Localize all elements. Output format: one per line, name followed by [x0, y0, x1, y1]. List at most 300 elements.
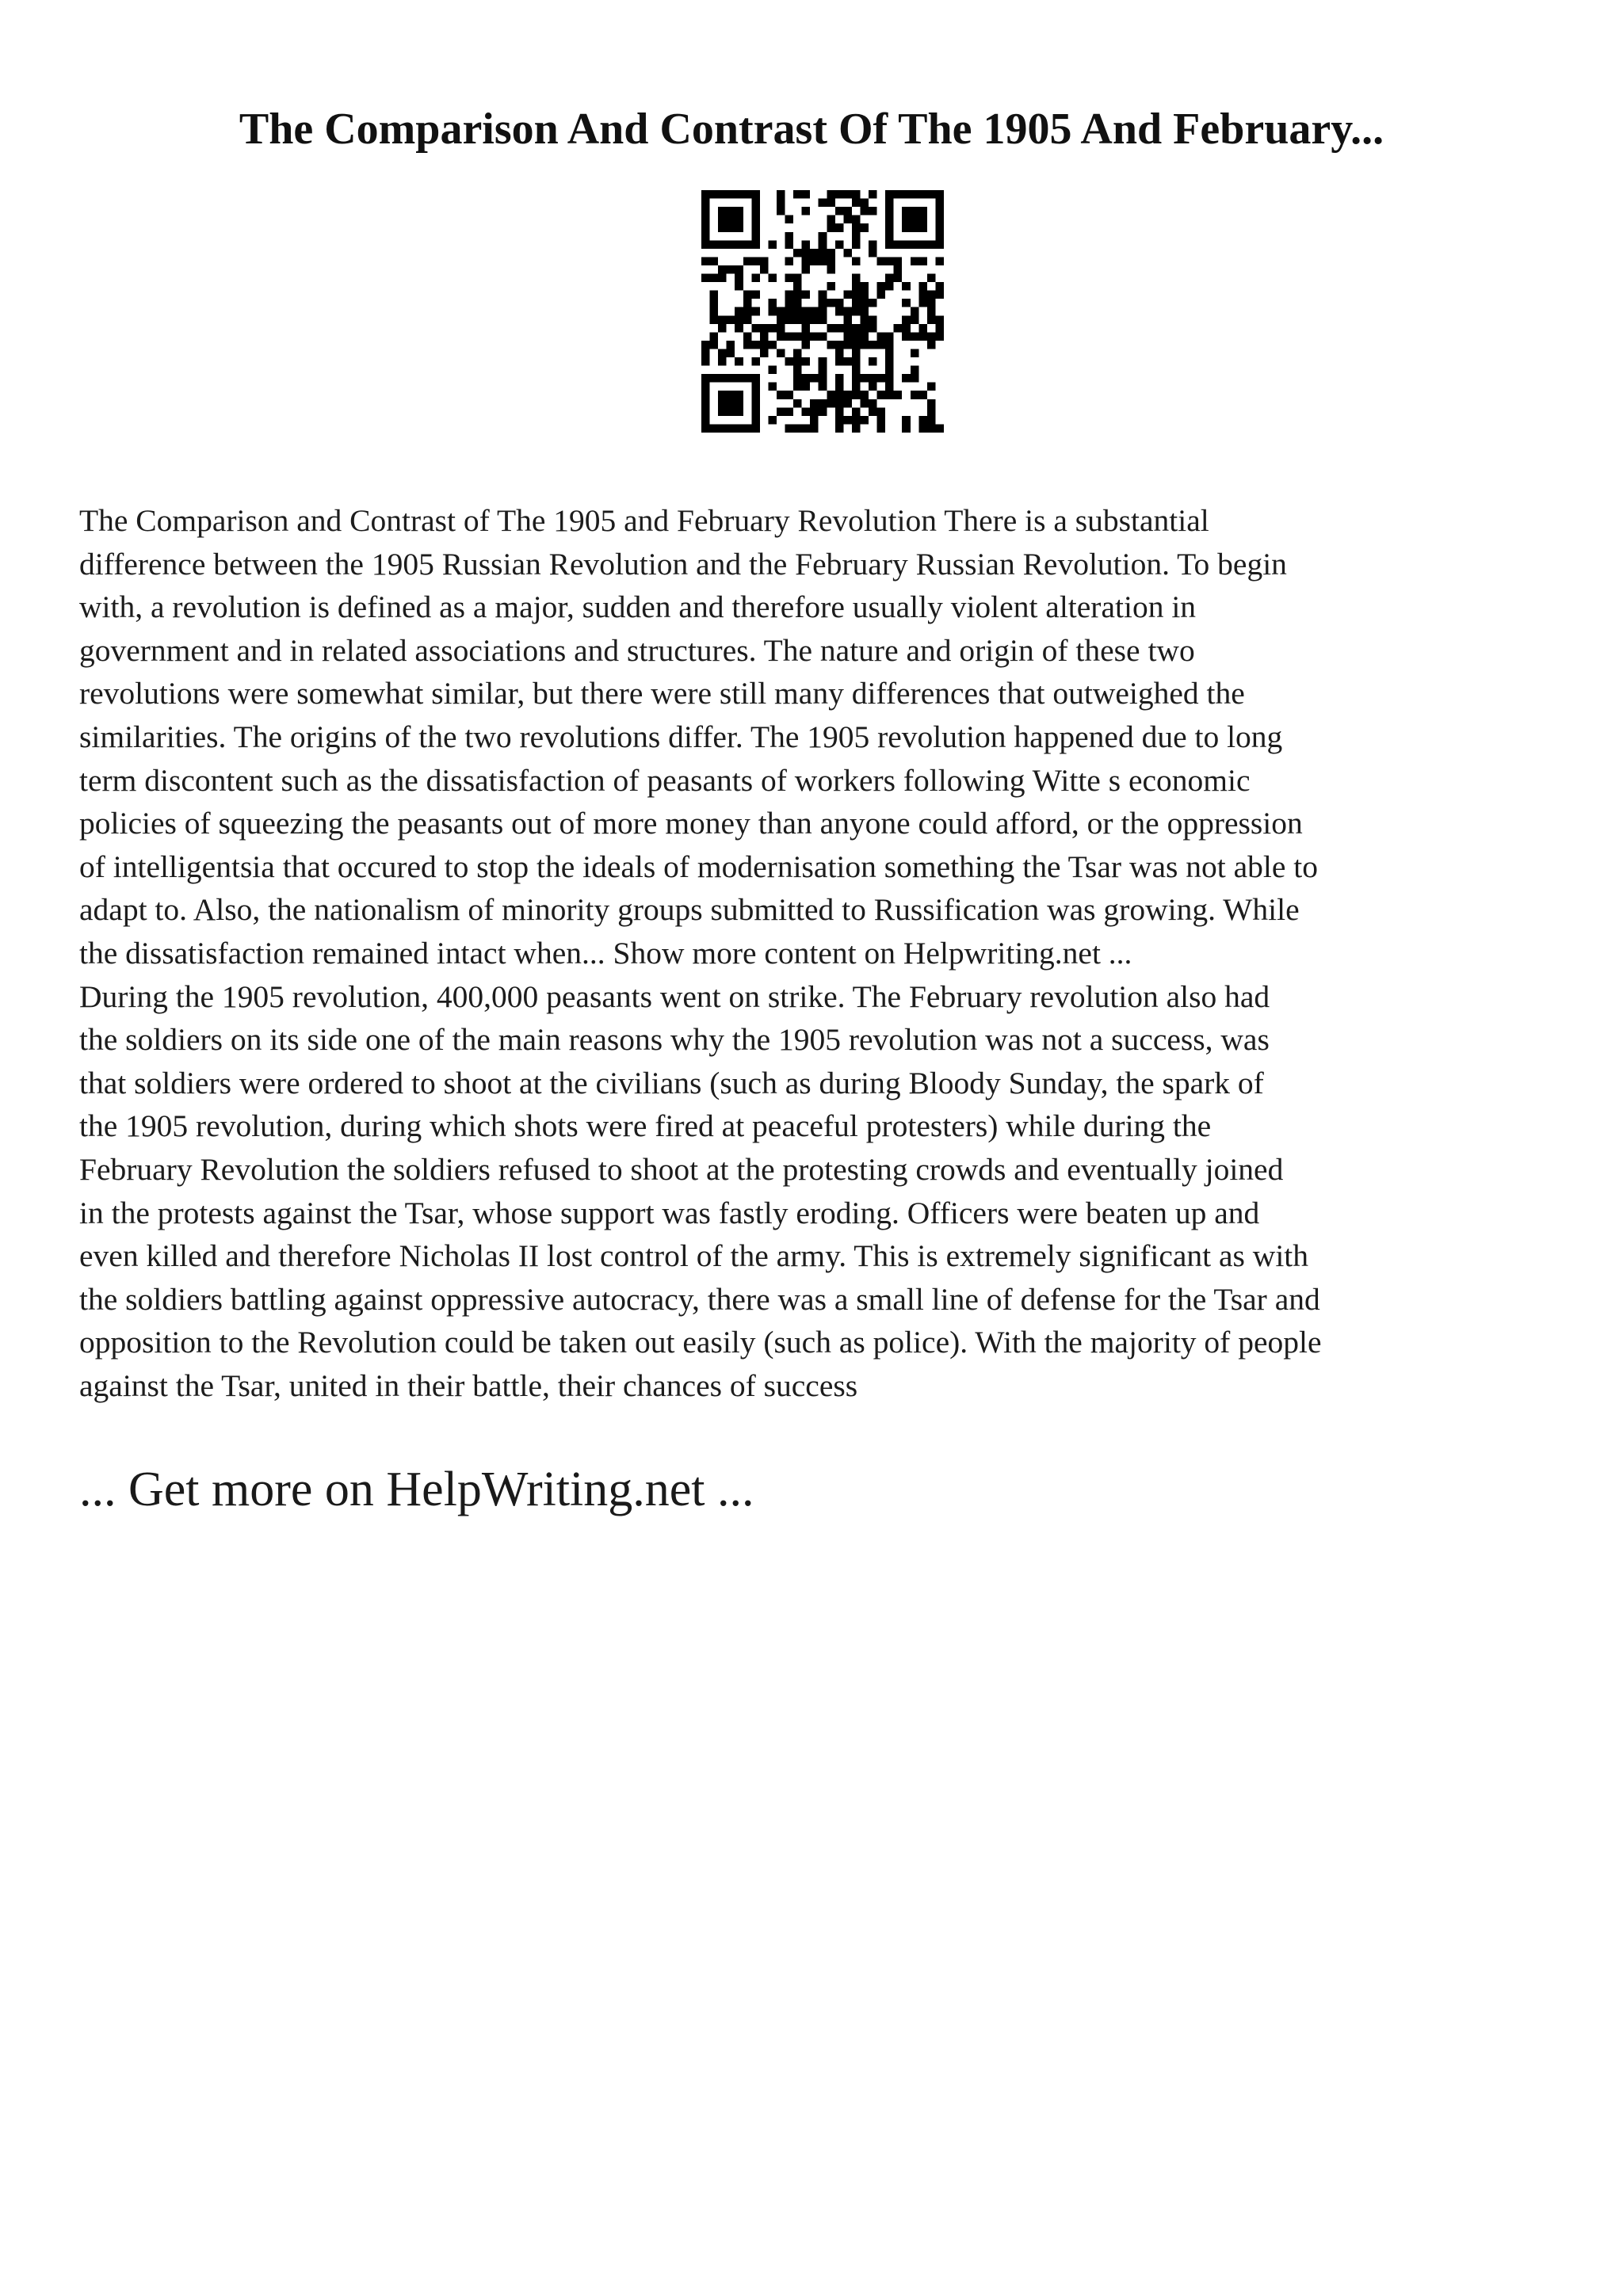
body-line: During the 1905 revolution, 400,000 peasants went on strike. The February revolution also had [79, 978, 1270, 1014]
qr-module [710, 274, 719, 283]
qr-module [869, 207, 877, 215]
qr-module [793, 291, 802, 299]
qr-module [802, 190, 811, 199]
qr-code-icon[interactable] [701, 190, 944, 433]
qr-module [701, 416, 710, 425]
qr-module [869, 383, 877, 391]
qr-module [935, 257, 944, 265]
qr-module [701, 274, 710, 283]
qr-module [852, 332, 861, 341]
qr-module [911, 240, 919, 249]
qr-module [735, 265, 743, 274]
qr-module [802, 291, 811, 299]
qr-module [743, 190, 752, 199]
qr-module [768, 341, 777, 349]
qr-module [835, 399, 844, 408]
qr-module [735, 215, 743, 224]
qr-module [935, 190, 944, 199]
qr-module [843, 324, 852, 333]
qr-module [751, 374, 760, 383]
qr-module [701, 190, 710, 199]
qr-module [885, 341, 894, 349]
qr-module [835, 374, 844, 383]
qr-module [710, 257, 719, 265]
qr-module [735, 374, 743, 383]
qr-module [751, 383, 760, 391]
qr-module [869, 299, 877, 307]
qr-module [819, 366, 827, 375]
qr-module [927, 341, 936, 349]
qr-module [710, 291, 719, 299]
qr-module [852, 307, 861, 316]
qr-module [751, 416, 760, 425]
qr-module [911, 391, 919, 399]
qr-module [819, 257, 827, 265]
qr-module [918, 332, 927, 341]
qr-module [869, 407, 877, 416]
qr-module [911, 349, 919, 357]
qr-module [902, 240, 911, 249]
qr-module [768, 366, 777, 375]
qr-module [843, 399, 852, 408]
qr-module [885, 374, 894, 383]
qr-module [835, 307, 844, 316]
qr-module [751, 291, 760, 299]
qr-module [793, 349, 802, 357]
qr-module [835, 299, 844, 307]
qr-module [743, 332, 752, 341]
qr-module [827, 324, 835, 333]
qr-module [911, 332, 919, 341]
qr-module [760, 332, 769, 341]
qr-module [743, 374, 752, 383]
qr-module [751, 399, 760, 408]
qr-module [768, 274, 777, 283]
body-line: opposition to the Revolution could be taken out easily (such as police). With the majority of people [79, 1325, 1322, 1360]
qr-module [827, 299, 835, 307]
qr-module [802, 315, 811, 324]
qr-module [743, 257, 752, 265]
qr-module [885, 366, 894, 375]
qr-module [718, 407, 727, 416]
qr-module [718, 357, 727, 366]
qr-module [802, 383, 811, 391]
qr-module [793, 249, 802, 257]
qr-module [852, 291, 861, 299]
qr-module [869, 399, 877, 408]
qr-module [894, 324, 903, 333]
qr-module [802, 307, 811, 316]
qr-module [810, 374, 819, 383]
qr-module [718, 399, 727, 408]
qr-module [911, 366, 919, 375]
qr-module [819, 232, 827, 241]
qr-module [701, 383, 710, 391]
qr-module [735, 424, 743, 433]
qr-module [743, 315, 752, 324]
qr-module [877, 282, 886, 291]
qr-module [843, 190, 852, 199]
qr-module [852, 190, 861, 199]
qr-module [810, 249, 819, 257]
qr-module [869, 190, 877, 199]
qr-module [852, 299, 861, 307]
qr-module [843, 332, 852, 341]
qr-module [777, 407, 785, 416]
qr-module [918, 424, 927, 433]
qr-module [793, 299, 802, 307]
body-line: even killed and therefore Nicholas II lost control of the army. This is extremely significant as with [79, 1238, 1309, 1274]
qr-module [751, 223, 760, 232]
qr-module [751, 199, 760, 208]
qr-module [727, 207, 735, 215]
qr-module [701, 223, 710, 232]
qr-module [918, 299, 927, 307]
qr-module [701, 399, 710, 408]
qr-module [760, 257, 769, 265]
document-body [79, 499, 1569, 1407]
qr-module [785, 315, 794, 324]
qr-module [885, 357, 894, 366]
qr-module [827, 399, 835, 408]
qr-module [751, 391, 760, 399]
qr-module [735, 315, 743, 324]
qr-module [927, 315, 936, 324]
qr-module [718, 215, 727, 224]
qr-module [877, 291, 886, 299]
qr-module [860, 299, 869, 307]
body-line: of intelligentsia that occured to stop the ideals of modernisation something the Tsar was not able to [79, 849, 1318, 884]
qr-module [751, 307, 760, 316]
qr-module [727, 223, 735, 232]
qr-module [918, 416, 927, 425]
qr-module [819, 299, 827, 307]
qr-module [743, 291, 752, 299]
qr-module [860, 374, 869, 383]
qr-module [935, 324, 944, 333]
document-title: The Comparison And Contrast Of The 1905 And February... [239, 105, 1384, 154]
qr-module [768, 416, 777, 425]
qr-module [843, 207, 852, 215]
qr-module [852, 199, 861, 208]
qr-module [885, 240, 894, 249]
qr-module [777, 307, 785, 316]
qr-module [827, 341, 835, 349]
qr-module [935, 240, 944, 249]
qr-module [793, 282, 802, 291]
qr-module [819, 407, 827, 416]
qr-module [785, 215, 794, 224]
get-more-link[interactable]: ... Get more on HelpWriting.net ... [79, 1463, 754, 1516]
qr-module [835, 223, 844, 232]
qr-module [710, 190, 719, 199]
qr-module [835, 357, 844, 366]
qr-module [710, 341, 719, 349]
qr-module [810, 416, 819, 425]
qr-module [835, 324, 844, 333]
qr-module [819, 249, 827, 257]
qr-module [918, 282, 927, 291]
qr-module [785, 299, 794, 307]
qr-module [701, 407, 710, 416]
qr-module [785, 424, 794, 433]
qr-module [935, 207, 944, 215]
qr-module [819, 240, 827, 249]
qr-module [860, 399, 869, 408]
qr-module [918, 391, 927, 399]
qr-module [819, 399, 827, 408]
qr-module [793, 374, 802, 383]
qr-module [902, 207, 911, 215]
body-line: the soldiers on its side one of the main reasons why the 1905 revolution was not a success, was [79, 1022, 1270, 1058]
qr-module [735, 223, 743, 232]
qr-module [827, 199, 835, 208]
qr-module [927, 299, 936, 307]
qr-module [819, 291, 827, 299]
qr-module [802, 249, 811, 257]
qr-module [852, 341, 861, 349]
qr-module [802, 341, 811, 349]
qr-module [911, 315, 919, 324]
qr-module [835, 407, 844, 416]
qr-module [869, 374, 877, 383]
qr-module [819, 307, 827, 316]
body-line: with, a revolution is defined as a major, sudden and therefore usually violent alteration in [79, 589, 1197, 625]
qr-module [793, 274, 802, 283]
qr-module [768, 240, 777, 249]
qr-module [902, 424, 911, 433]
qr-module [701, 207, 710, 215]
qr-module [793, 383, 802, 391]
qr-module [701, 240, 710, 249]
qr-module [852, 391, 861, 399]
qr-module [860, 282, 869, 291]
qr-module [701, 199, 710, 208]
qr-module [885, 332, 894, 341]
qr-module [918, 257, 927, 265]
qr-module [810, 257, 819, 265]
qr-module [710, 307, 719, 316]
qr-module [718, 349, 727, 357]
qr-module [727, 407, 735, 416]
qr-module [935, 199, 944, 208]
qr-module [885, 383, 894, 391]
qr-module [751, 274, 760, 283]
body-line: February Revolution the soldiers refused to shoot at the protesting crowds and eventually joined [79, 1151, 1284, 1187]
qr-module [701, 374, 710, 383]
qr-module [810, 332, 819, 341]
qr-module [802, 374, 811, 383]
qr-module [777, 391, 785, 399]
qr-module [877, 257, 886, 265]
qr-module [902, 223, 911, 232]
qr-module [927, 416, 936, 425]
qr-module [727, 341, 735, 349]
qr-module [743, 341, 752, 349]
body-line: the 1905 revolution, during which shots were fired at peaceful protesters) while during the [79, 1108, 1212, 1144]
qr-module [877, 424, 886, 433]
qr-module [894, 391, 903, 399]
qr-module [860, 199, 869, 208]
qr-module [927, 240, 936, 249]
body-line: that soldiers were ordered to shoot at the civilians (such as during Bloody Sunday, the spark of [79, 1065, 1264, 1100]
qr-module [885, 223, 894, 232]
qr-module [793, 424, 802, 433]
qr-module [885, 257, 894, 265]
qr-module [911, 257, 919, 265]
qr-module [835, 240, 844, 249]
qr-module [911, 190, 919, 199]
body-line: The Comparison and Contrast of The 1905 and February Revolution There is a substantial [79, 503, 1209, 538]
qr-module [843, 307, 852, 316]
qr-module [911, 374, 919, 383]
qr-module [835, 207, 844, 215]
qr-module [793, 357, 802, 366]
qr-module [852, 215, 861, 224]
qr-module [860, 324, 869, 333]
qr-module [760, 341, 769, 349]
qr-module [802, 257, 811, 265]
qr-module [852, 416, 861, 425]
qr-module [751, 240, 760, 249]
qr-module [727, 349, 735, 357]
qr-module [835, 190, 844, 199]
qr-module [885, 391, 894, 399]
body-line: policies of squeezing the peasants out of more money than anyone could afford, or the oppression [79, 806, 1303, 841]
qr-module [860, 416, 869, 425]
qr-module [710, 299, 719, 307]
qr-module [927, 307, 936, 316]
qr-module [777, 332, 785, 341]
qr-module [727, 391, 735, 399]
qr-module [785, 307, 794, 316]
qr-module [718, 374, 727, 383]
qr-module [918, 215, 927, 224]
qr-module [701, 341, 710, 349]
qr-module [877, 416, 886, 425]
qr-module [727, 315, 735, 324]
qr-module [810, 424, 819, 433]
qr-module [802, 324, 811, 333]
qr-module [701, 424, 710, 433]
qr-module [935, 291, 944, 299]
qr-module [735, 282, 743, 291]
qr-module [869, 357, 877, 366]
qr-module [768, 324, 777, 333]
qr-module [852, 274, 861, 283]
qr-module [902, 324, 911, 333]
qr-module [918, 291, 927, 299]
qr-module [935, 215, 944, 224]
qr-module [827, 223, 835, 232]
qr-module [843, 249, 852, 257]
qr-module [785, 257, 794, 265]
qr-module [777, 349, 785, 357]
qr-module [902, 299, 911, 307]
body-line: the soldiers battling against oppressive autocracy, there was a small line of defense for the Tsar and [79, 1281, 1320, 1317]
qr-module [735, 190, 743, 199]
qr-module [802, 265, 811, 274]
qr-module [718, 274, 727, 283]
qr-module [902, 215, 911, 224]
qr-module [785, 357, 794, 366]
qr-module [902, 416, 911, 425]
qr-module [885, 274, 894, 283]
qr-module [710, 332, 719, 341]
qr-module [869, 315, 877, 324]
qr-module [710, 240, 719, 249]
body-line: against the Tsar, united in their battle, their chances of success [79, 1367, 858, 1403]
qr-module [852, 232, 861, 241]
body-line: difference between the 1905 Russian Revolution and the February Russian Revolution. To begin [79, 546, 1287, 582]
qr-module [819, 383, 827, 391]
qr-module [735, 357, 743, 366]
qr-module [743, 424, 752, 433]
qr-module [885, 199, 894, 208]
qr-module [710, 424, 719, 433]
qr-module [852, 240, 861, 249]
qr-module [810, 399, 819, 408]
qr-module [727, 374, 735, 383]
qr-module [902, 190, 911, 199]
qr-module [835, 349, 844, 357]
qr-module [918, 207, 927, 215]
qr-module [843, 391, 852, 399]
qr-module [718, 315, 727, 324]
qr-module [927, 407, 936, 416]
qr-module [710, 315, 719, 324]
qr-module [701, 349, 710, 357]
qr-module [911, 215, 919, 224]
qr-module [751, 407, 760, 416]
qr-module [927, 190, 936, 199]
qr-module [843, 215, 852, 224]
qr-module [810, 407, 819, 416]
qr-module [718, 190, 727, 199]
qr-module [802, 240, 811, 249]
qr-module [727, 265, 735, 274]
qr-module [777, 190, 785, 199]
body-line-show-more[interactable]: the dissatisfaction remained intact when... Show more content on Helpwriting.net ... [79, 935, 1132, 971]
qr-module [860, 391, 869, 399]
qr-module [894, 257, 903, 265]
qr-module [885, 190, 894, 199]
qr-module [902, 374, 911, 383]
qr-module [785, 291, 794, 299]
qr-module [927, 274, 936, 283]
qr-module [735, 399, 743, 408]
qr-module [894, 190, 903, 199]
qr-module [701, 257, 710, 265]
qr-module [743, 307, 752, 316]
qr-module [819, 374, 827, 383]
qr-module [860, 291, 869, 299]
qr-module [751, 324, 760, 333]
qr-module [735, 240, 743, 249]
qr-module [793, 190, 802, 199]
qr-module [860, 207, 869, 215]
qr-module [894, 265, 903, 274]
qr-module [827, 215, 835, 224]
qr-module [827, 190, 835, 199]
qr-module [768, 307, 777, 316]
qr-module [843, 315, 852, 324]
qr-module [718, 207, 727, 215]
qr-module [877, 374, 886, 383]
qr-module [793, 399, 802, 408]
qr-module [869, 324, 877, 333]
qr-module [935, 315, 944, 324]
